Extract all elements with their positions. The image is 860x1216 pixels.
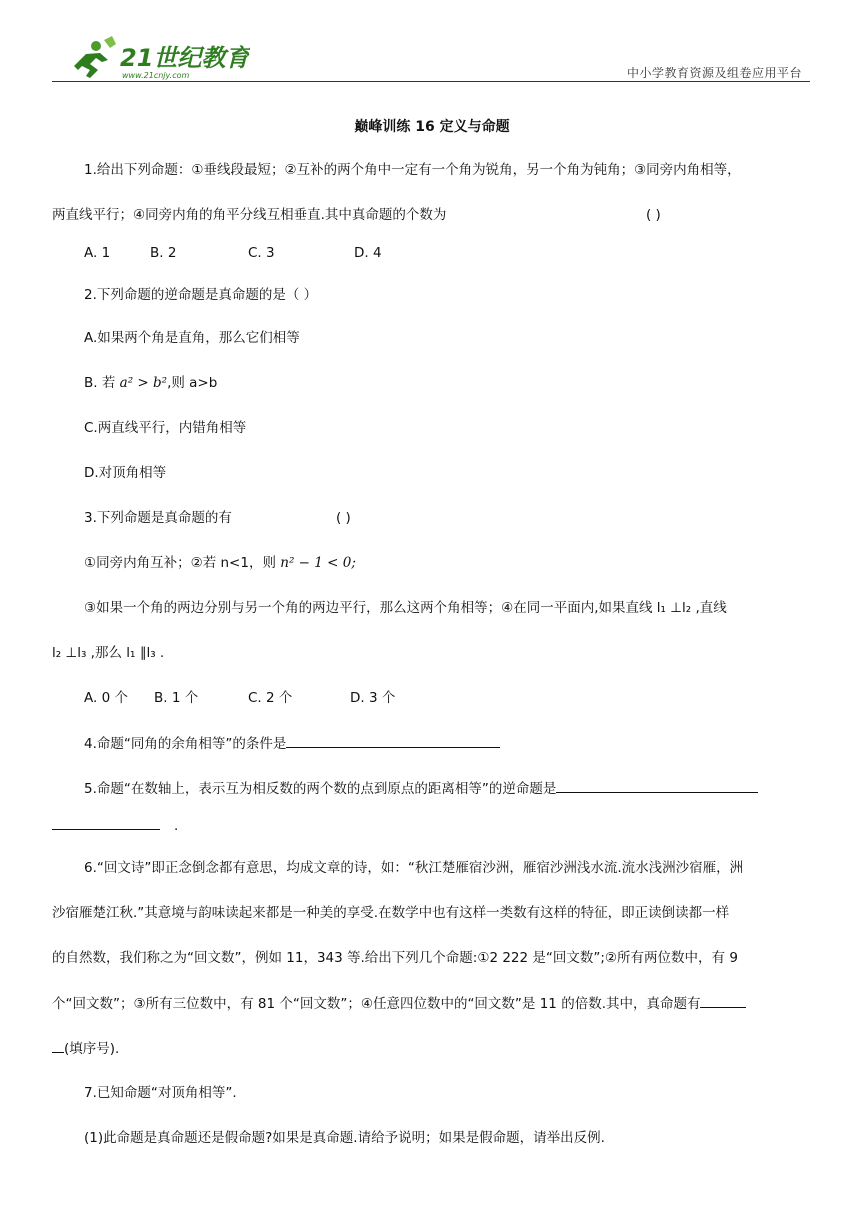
q5-answer-blank-cont[interactable] (52, 815, 160, 830)
q2-option-b-math: a² > b² (119, 375, 168, 391)
q3-option-c: C. 2 个 (248, 690, 293, 706)
page-header (52, 36, 810, 82)
runner-icon (74, 36, 116, 78)
q2-option-b-suffix: ,则 a>b (167, 375, 218, 391)
q3-option-a: A. 0 个 (84, 690, 128, 706)
q6-line2: 沙宿雁楚江秋.”其意境与韵味读起来都是一种美的享受.在数学中也有这样一类数有这样的特征，即正读倒读都一样 (52, 905, 730, 921)
q5-line (84, 778, 758, 799)
q3-line1-prefix: ①同旁内角互补；②若 n<1，则 (84, 555, 276, 571)
q6-line5-text: (填序号). (64, 1041, 120, 1057)
q3-line1-math: n² − 1 < 0; (280, 555, 356, 571)
q2-option-c: C.两直线平行，内错角相等 (84, 420, 247, 436)
q6-answer-blank[interactable] (700, 993, 746, 1008)
q2-option-a: A.如果两个角是直角，那么它们相等 (84, 330, 300, 346)
header-divider (52, 81, 810, 82)
q6-line5 (52, 1038, 119, 1059)
q4-text: 4.命题“同角的余角相等”的条件是 (84, 736, 287, 752)
q1-option-a: A. 1 (84, 245, 111, 261)
logo-url-text: www.21cnjy.com (122, 71, 190, 80)
logo-text: 21世纪教育 (120, 44, 250, 72)
page-title: 巅峰训练 16 定义与命题 (354, 119, 510, 135)
q3-paren: ( ) (336, 510, 351, 526)
q2-option-d: D.对顶角相等 (84, 465, 167, 481)
q7-stem: 7.已知命题“对顶角相等”. (84, 1085, 237, 1101)
q7-part1: (1)此命题是真命题还是假命题?如果是真命题.请给予说明；如果是假命题，请举出反例. (84, 1130, 605, 1146)
q2-option-b (84, 373, 217, 393)
q2-stem: 2.下列命题的逆命题是真命题的是（ ） (84, 287, 318, 303)
q6-line3: 的自然数，我们称之为“回文数”，例如 11，343 等.给出下列几个命题:①2 222 是“回文数”;②所有两位数中，有 9 (52, 950, 738, 966)
q1-option-b: B. 2 (150, 245, 177, 261)
q3-options (84, 688, 395, 708)
q3-option-d: D. 3 个 (350, 690, 396, 706)
q1-line1: 1.给出下列命题：①垂线段最短；②互补的两个角中一定有一个角为锐角，另一个角为钝角；③同旁内角相等， (84, 162, 741, 178)
q3-line2: ③如果一个角的两边分别与另一个角的两边平行，那么这两个角相等；④在同一平面内,如果直线 l₁ ⊥l₂ ,直线 (84, 600, 727, 616)
q3-line3: l₂ ⊥l₃ ,那么 l₁ ∥l₃ . (52, 645, 165, 661)
q2-option-b-prefix: B. 若 (84, 375, 116, 391)
q1-option-d: D. 4 (354, 245, 382, 261)
q3-line1 (84, 553, 356, 573)
logo-21cnjy (60, 36, 250, 80)
q5-line2 (52, 815, 178, 836)
q5-tail: . (174, 818, 179, 834)
q4-answer-blank[interactable] (286, 733, 500, 748)
q6-answer-blank-cont[interactable] (52, 1038, 64, 1053)
q6-line1: 6.“回文诗”即正念倒念都有意思，均成文章的诗，如：“秋江楚雁宿沙洲，雁宿沙洲浅水流.流水浅洲沙宿雁，洲 (84, 860, 744, 876)
q3-option-b: B. 1 个 (154, 690, 199, 706)
q4-line (84, 733, 500, 754)
q6-line4-text: 个“回文数”；③所有三位数中，有 81 个“回文数”；④任意四位数中的“回文数”是 11 的倍数.其中，真命题有 (52, 996, 701, 1012)
q1-option-c: C. 3 (248, 245, 275, 261)
q5-text: 5.命题“在数轴上，表示互为相反数的两个数的点到原点的距离相等”的逆命题是 (84, 781, 557, 797)
q1-line2-text: 两直线平行；④同旁内角的角平分线互相垂直.其中真命题的个数为 (52, 207, 447, 223)
q1-options (84, 243, 382, 263)
q3-stem: 3.下列命题是真命题的有 (84, 510, 232, 526)
q6-line4 (52, 993, 746, 1014)
header-platform-text: 中小学教育资源及组卷应用平台 (626, 66, 802, 80)
q1-line2 (52, 205, 446, 225)
q1-paren: ( ) (646, 207, 661, 223)
q5-answer-blank[interactable] (556, 778, 758, 793)
